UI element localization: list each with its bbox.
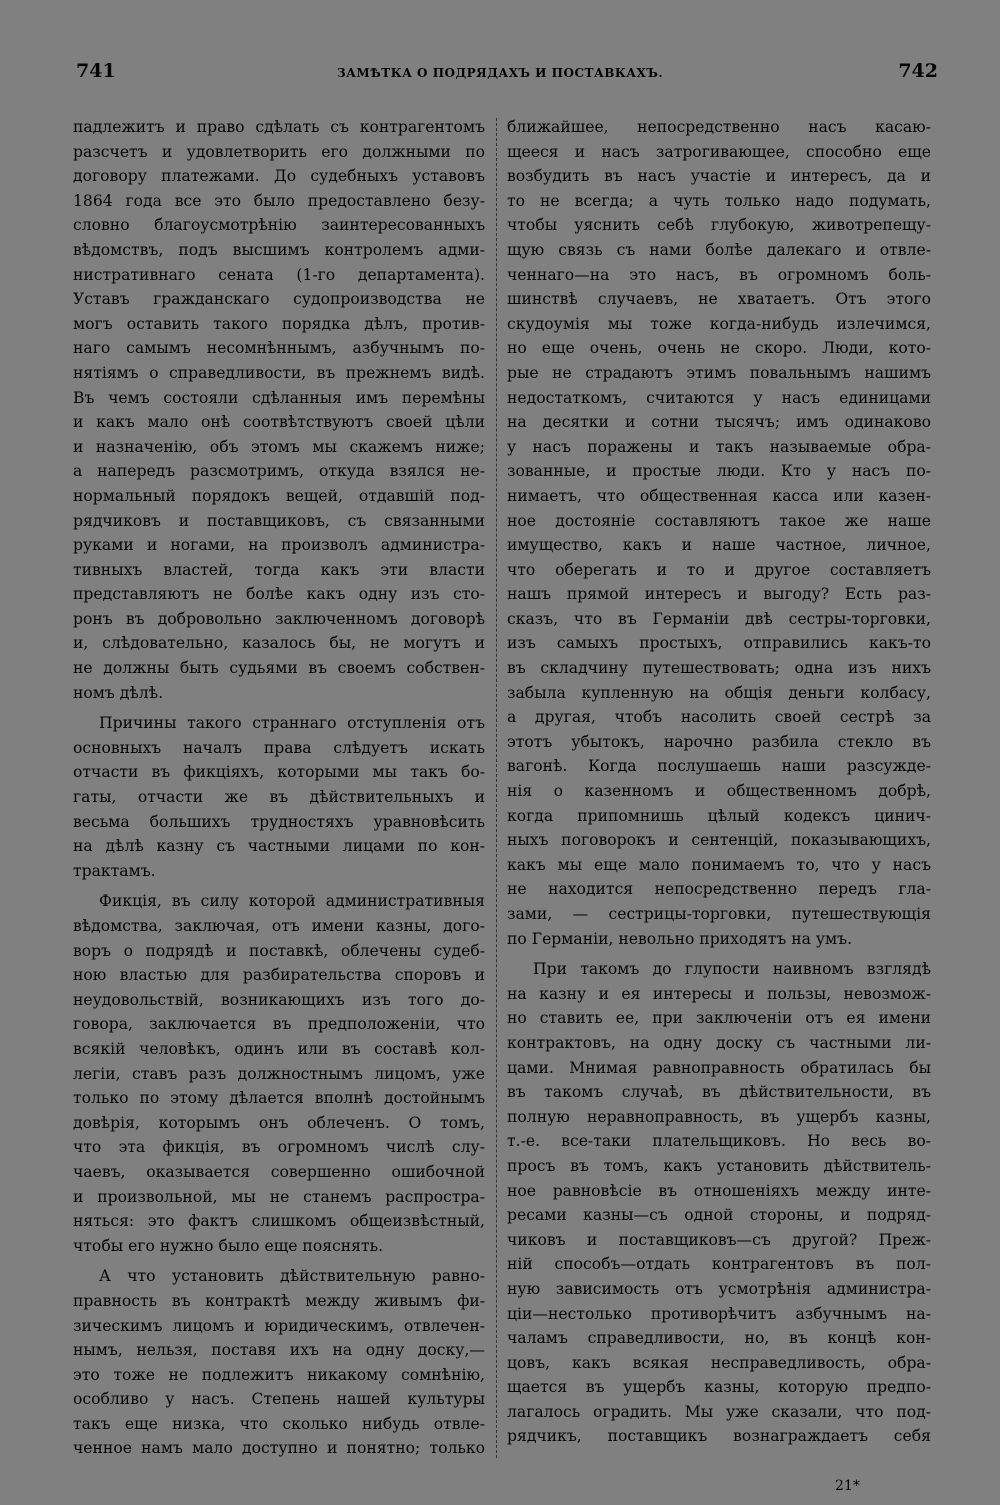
text-line: номъ дѣлѣ.	[73, 683, 164, 702]
text-line: нистративнаго сената (1-го департамента).	[73, 265, 485, 284]
text-line: гаты, отчасти же въ дѣйствительныхъ и	[73, 788, 485, 807]
page-number-left: 741	[76, 60, 116, 82]
text-line: чтобы его нужно было еще пояснять.	[73, 1236, 384, 1255]
text-line: ную зависимость отъ усмотрѣнія администра-	[507, 1279, 931, 1298]
text-line: полную неравноправность, въ ущербъ казны,	[507, 1107, 931, 1126]
text-line: цами. Мнимая равноправность обратилась бы	[507, 1058, 931, 1077]
text-line: лагалось оградить. Мы уже сказали, что под-	[507, 1402, 931, 1421]
text-line: довѣрія, которымъ онъ облеченъ. О томъ,	[73, 1113, 485, 1132]
text-line: и, слѣдовательно, казалось бы, не могутъ и	[73, 634, 485, 653]
text-line: на казну и ея интересы и пользы, невозмож-	[507, 984, 931, 1003]
text-line: неудовольствій, возникающихъ изъ того до-	[73, 990, 485, 1009]
column-divider	[496, 118, 497, 1458]
text-line: весьма большихъ трудностяхъ уравновѣсить	[73, 812, 485, 831]
text-line: по Германіи, невольно приходятъ на умъ.	[507, 929, 853, 948]
text-line: а напередъ разсмотримъ, откуда взялся не-	[73, 462, 485, 481]
text-line: представляютъ не болѣе какъ одну изъ сто-	[73, 585, 485, 604]
text-line: особливо у насъ. Степень нашей культуры	[73, 1390, 485, 1409]
text-line: возбудить въ насъ участіе и интересъ, да и	[507, 167, 931, 186]
text-line: ронъ въ добровольно заключенномъ договорѣ	[73, 609, 485, 628]
text-line: а другая, чтобъ насолить своей сестрѣ за	[507, 708, 931, 727]
text-line: При такомъ до глупости наивномъ взглядѣ	[533, 960, 931, 979]
text-line: у насъ поражены и такъ называемые обра-	[507, 437, 931, 456]
text-line: не должны быть судьями въ своемъ собствен-	[73, 659, 485, 678]
text-line: ближайшее, непосредственно насъ касаю-	[507, 118, 931, 136]
running-title: ЗАМѢТКА О ПОДРЯДАХЪ И ПОСТАВКАХЪ.	[336, 66, 664, 80]
text-line: Причины такого страннаго отступленія отъ	[99, 714, 485, 733]
text-line: что эта фикція, въ огромномъ числѣ слу-	[73, 1138, 485, 1157]
text-line: нятіямъ о справедливости, въ прежнемъ видѣ.	[73, 363, 485, 382]
text-line: ное равновѣсіе въ отношеніяхъ между инте-	[507, 1181, 931, 1200]
text-line: чаевъ, оказывается совершенно ошибочной	[73, 1162, 485, 1181]
text-line: ціи—нестолько противорѣчитъ азбучнымъ на-	[507, 1304, 931, 1323]
text-line: сказъ, что въ Германіи двѣ сестры-торговки,	[507, 609, 931, 628]
text-line: и произвольной, мы не станемъ распростра-	[73, 1187, 485, 1206]
text-line: это тоже не подлежитъ никакому сомнѣнію,	[73, 1365, 485, 1384]
left-column	[73, 115, 485, 1461]
text-line: этотъ убытокъ, нарочно разбила стекло въ	[507, 732, 931, 751]
text-line: то не всегда; а чуть только надо подумать,	[507, 191, 931, 210]
text-line: вѣдомства, заключая, отъ имени казны, дого-	[73, 917, 485, 935]
text-line: и какъ мало онѣ соотвѣтствуютъ своей цѣли	[73, 413, 485, 432]
printer-signature: 21*	[835, 1478, 860, 1494]
text-line: имущество, какъ и наше частное, личное,	[507, 536, 931, 555]
text-line: что оберегать и то и другое составляетъ	[507, 560, 931, 579]
text-line: на десятки и сотни тысячъ; имъ одинаково	[507, 413, 931, 432]
text-line: чиковъ и поставщиковъ—съ другой? Преж-	[507, 1230, 931, 1249]
text-line: ною властью для разбирательства споровъ и	[73, 966, 485, 985]
text-line: тивныхъ властей, тогда какъ эти власти	[73, 560, 485, 579]
text-line: нимаетъ, что общественная касса или казен-	[507, 486, 931, 505]
text-line: зическимъ лицомъ и юридическимъ, отвлечен-	[73, 1316, 485, 1335]
text-line: легіи, ставъ разъ должностнымъ лицомъ, уже	[73, 1064, 485, 1083]
text-line: Фикція, въ силу которой административныя	[99, 892, 485, 911]
page-number-right: 742	[898, 60, 938, 82]
text-line: нымъ, нельзя, поставя ихъ на одну доску,—	[73, 1341, 485, 1360]
text-line: скудоумія мы тоже когда-нибудь излечимся,	[507, 314, 931, 333]
text-line: цовъ, какъ всякая несправедливость, обра-	[507, 1353, 931, 1372]
text-line: въ такомъ случаѣ, въ дѣйствительности, въ	[507, 1083, 931, 1102]
text-line: на дѣлѣ казну съ частными лицами по кон-	[73, 837, 485, 856]
text-line: чаламъ справедливости, но, въ концѣ кон-	[507, 1329, 931, 1348]
text-line: т.-е. все-таки плательщиковъ. Но весь во-	[507, 1132, 931, 1151]
text-line: руками и ногами, на произволъ администра-	[73, 536, 485, 555]
text-line: ное достояніе составляютъ такое же наше	[507, 511, 931, 530]
text-line: изъ самыхъ простыхъ, отправились какъ-то	[507, 634, 931, 653]
text-line: рые не страдаютъ этимъ повальнымъ нашимъ	[507, 363, 931, 382]
text-line: рядчиковъ и поставщиковъ, съ связанными	[73, 511, 485, 530]
text-line: падлежитъ и право сдѣлать съ контрагентомъ	[73, 118, 485, 136]
text-line: шинствѣ случаевъ, не хватаетъ. Отъ этого	[507, 290, 931, 309]
text-line: ченное намъ мало доступно и понятно; только	[73, 1439, 485, 1458]
text-line: не находится непосредственно передъ гла-	[507, 880, 931, 899]
text-line: разсчетъ и удовлетворить его должными по	[73, 142, 485, 161]
text-line: наго самымъ несомнѣннымъ, азбучнымъ по-	[73, 339, 485, 358]
text-line: воръ о подрядѣ и поставкѣ, облечены судеб-	[73, 941, 485, 960]
text-line: няться: это фактъ слишкомъ общеизвѣстный,	[73, 1212, 485, 1231]
text-line: чтобы уяснить себѣ глубокую, животрепещу-	[507, 216, 931, 235]
text-line: когда припомнишь цѣлый кодексъ цинич-	[507, 806, 931, 825]
text-line: нормальный порядокъ вещей, отдавшій под-	[73, 486, 485, 505]
text-line: вагонѣ. Когда послушаешь наши разсужде-	[507, 757, 931, 776]
text-line: но ставить ее, при заключеніи отъ ея имени	[507, 1009, 931, 1028]
text-line: Уставъ гражданскаго судопроизводства не	[73, 290, 485, 309]
text-line: рядчикъ, поставщикъ вознаграждаетъ себя	[507, 1427, 931, 1446]
text-line: только по этому дѣлается вполнѣ достойнымъ	[73, 1089, 485, 1108]
text-line: щееся и насъ затрогивающее, способно еще	[507, 142, 931, 161]
text-line: говора, заключается въ предположеніи, что	[73, 1015, 485, 1034]
text-line: щую связь съ нами болѣе далекаго и отвле-	[507, 240, 931, 259]
text-line: ныхъ поговорокъ и сентенцій, показывающихъ,	[507, 831, 931, 850]
text-line: ресами казны—съ одной стороны, и подряд-	[507, 1206, 931, 1225]
text-line: недостаткомъ, считаются у насъ единицами	[507, 388, 931, 407]
text-line: зами, — сестрицы-торговки, путешествующія	[507, 905, 931, 923]
text-line: договору платежами. До судебныхъ уставовъ	[73, 167, 485, 186]
text-line: всякій человѣкъ, одинъ или въ составѣ кол-	[73, 1039, 485, 1058]
text-line: основныхъ началъ права слѣдуетъ искать	[73, 738, 485, 757]
text-line: могъ оставить такого порядка дѣлъ, против-	[73, 314, 485, 333]
text-line: такъ еще низка, что сколько нибудь отвле-	[73, 1414, 485, 1433]
text-line: и назначенію, объ этомъ мы скажемъ ниже;	[73, 437, 485, 456]
text-line: ній способъ—отдать контрагентовъ въ пол-	[507, 1255, 931, 1274]
text-line: просъ въ томъ, какъ установить дѣйствитель-	[507, 1156, 931, 1175]
text-line: но еще очень, очень не скоро. Люди, кото-	[507, 339, 931, 358]
text-line: нія о казенномъ и общественномъ добрѣ,	[507, 782, 931, 801]
text-line: трактамъ.	[73, 861, 156, 880]
text-line: Въ чемъ состояли сдѣланныя имъ перемѣны	[73, 388, 485, 407]
text-line: отчасти въ фикціяхъ, которыми мы такъ бо-	[73, 763, 485, 782]
text-line: А что установить дѣйствительную равно-	[99, 1267, 485, 1286]
text-line: щается въ ущербъ казны, которую предпо-	[507, 1378, 931, 1397]
text-line: правность въ контрактѣ между живымъ фи-	[73, 1291, 485, 1310]
text-line: 1864 года все это было предоставлено безу-	[73, 191, 485, 210]
text-line: вѣдомствъ, подъ высшимъ контролемъ адми-	[73, 240, 485, 259]
text-line: какъ мы еще мало понимаемъ то, что у насъ	[507, 855, 931, 874]
text-line: ченнаго—на это насъ, въ огромномъ боль-	[507, 265, 931, 284]
right-column	[507, 115, 931, 1449]
text-line: зованные, и простые люди. Кто у насъ по-	[507, 462, 931, 481]
text-line: словно благоусмотрѣнію заинтересованныхъ	[73, 216, 485, 235]
text-line: въ складчину путешествовать; одна изъ нихъ	[507, 659, 931, 678]
text-line: нашъ прямой интересъ и выгоду? Есть раз-	[507, 585, 931, 604]
text-line: контрактовъ, на одну доску съ частными ли-	[507, 1033, 931, 1052]
text-line: забыла купленную на общія деньги колбасу,	[507, 683, 931, 702]
